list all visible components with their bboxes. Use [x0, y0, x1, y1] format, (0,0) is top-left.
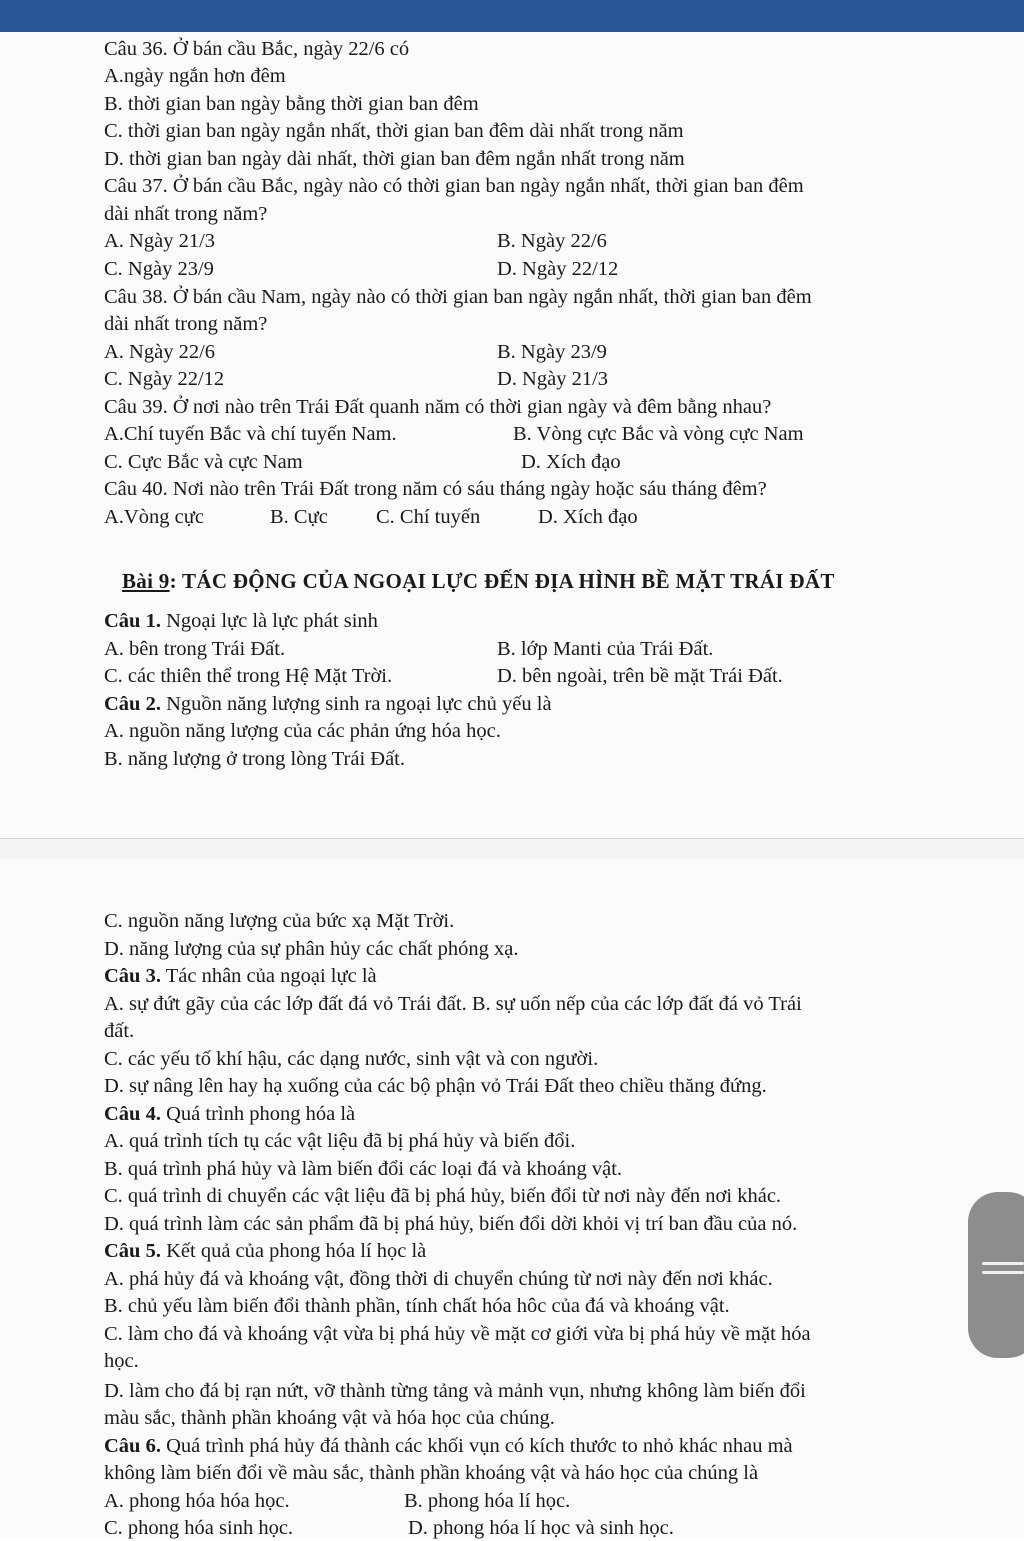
- c5-option-d-line2: màu sắc, thành phần khoáng vật và hóa học của chúng.: [104, 1407, 555, 1429]
- q39-stem: Câu 39. Ở nơi nào trên Trái Đất quanh năm có thời gian ngày và đêm bằng nhau?: [104, 396, 772, 418]
- q40-stem: Câu 40. Nơi nào trên Trái Đất trong năm có sáu tháng ngày hoặc sáu tháng đêm?: [104, 478, 767, 500]
- c2-stem: Câu 2. Nguồn năng lượng sinh ra ngoại lực chủ yếu là: [104, 693, 552, 715]
- q38-option-a: A. Ngày 22/6: [104, 341, 216, 363]
- lesson-title-prefix: Bài 9: [122, 569, 170, 593]
- q37-option-d: D. Ngày 22/12: [497, 258, 619, 280]
- c2-option-b: B. năng lượng ở trong lòng Trái Đất.: [104, 748, 406, 770]
- c3-options-ab-line1: A. sự đứt gãy của các lớp đất đá vỏ Trái đất. B. sự uốn nếp của các lớp đất đá vỏ Trái: [104, 993, 802, 1015]
- q37-option-a: A. Ngày 21/3: [104, 230, 216, 252]
- c1-option-a: A. bên trong Trái Đất.: [104, 638, 286, 660]
- q37-stem-line2: dài nhất trong năm?: [104, 203, 268, 225]
- page-separator: [0, 838, 1024, 860]
- question-number: Câu 5.: [104, 1240, 161, 1262]
- question-number: Câu 3.: [104, 965, 161, 987]
- c6-stem-line2: không làm biến đổi về màu sắc, thành phần khoáng vật và háo học của chúng là: [104, 1462, 759, 1484]
- q38-stem-line2: dài nhất trong năm?: [104, 313, 268, 335]
- scroll-handle[interactable]: [968, 1192, 1024, 1358]
- c3-option-c: C. các yếu tố khí hậu, các dạng nước, sinh vật và con người.: [104, 1048, 599, 1070]
- question-number: Câu 6.: [104, 1435, 161, 1457]
- q39-option-c: C. Cực Bắc và cực Nam: [104, 451, 303, 473]
- q40-option-c: C. Chí tuyến: [376, 506, 481, 528]
- q39-option-d: D. Xích đạo: [521, 451, 621, 473]
- q37-stem-line1: Câu 37. Ở bán cầu Bắc, ngày nào có thời gian ban ngày ngắn nhất, thời gian ban đêm: [104, 175, 804, 197]
- c2-option-c: C. nguồn năng lượng của bức xạ Mặt Trời.: [104, 910, 455, 932]
- c6-stem-line1: Câu 6. Quá trình phá hủy đá thành các khối vụn có kích thước to nhỏ khác nhau mà: [104, 1435, 793, 1457]
- q40-option-a: A.Vòng cực: [104, 506, 204, 528]
- c5-option-d-line1: D. làm cho đá bị rạn nứt, vỡ thành từng tảng và mảnh vụn, nhưng không làm biến đổi: [104, 1380, 806, 1402]
- q36-stem: Câu 36. Ở bán cầu Bắc, ngày 22/6 có: [104, 38, 410, 60]
- c5-stem: Câu 5. Kết quả của phong hóa lí học là: [104, 1240, 427, 1262]
- q39-option-a: A.Chí tuyến Bắc và chí tuyến Nam.: [104, 423, 397, 445]
- q38-option-b: B. Ngày 23/9: [497, 341, 607, 363]
- c5-option-a: A. phá hủy đá và khoáng vật, đồng thời di chuyển chúng từ nơi này đến nơi khác.: [104, 1268, 773, 1290]
- c4-option-b: B. quá trình phá hủy và làm biến đổi các loại đá và khoáng vật.: [104, 1158, 623, 1180]
- c5-option-c-line2: học.: [104, 1350, 139, 1372]
- grip-line-icon: [982, 1262, 1024, 1265]
- c5-option-c-line1: C. làm cho đá và khoáng vật vừa bị phá hủy về mặt cơ giới vừa bị phá hủy về mặt hóa: [104, 1323, 811, 1345]
- q36-option-d: D. thời gian ban ngày dài nhất, thời gian ban đêm ngắn nhất trong năm: [104, 148, 685, 170]
- c6-option-a: A. phong hóa hóa học.: [104, 1490, 290, 1512]
- q36-option-c: C. thời gian ban ngày ngắn nhất, thời gian ban đêm dài nhất trong năm: [104, 120, 684, 142]
- c6-option-d: D. phong hóa lí học và sinh học.: [408, 1517, 674, 1539]
- c1-option-c: C. các thiên thể trong Hệ Mặt Trời.: [104, 665, 393, 687]
- q37-option-b: B. Ngày 22/6: [497, 230, 607, 252]
- q38-stem-line1: Câu 38. Ở bán cầu Nam, ngày nào có thời gian ban ngày ngắn nhất, thời gian ban đêm: [104, 286, 812, 308]
- question-number: Câu 1.: [104, 610, 161, 632]
- q40-option-b: B. Cực: [270, 506, 328, 528]
- c5-option-b: B. chủ yếu làm biến đổi thành phần, tính chất hóa hôc của đá và khoáng vật.: [104, 1295, 730, 1317]
- c6-option-c: C. phong hóa sinh học.: [104, 1517, 294, 1539]
- grip-line-icon: [982, 1271, 1024, 1274]
- lesson-title: [122, 568, 835, 594]
- c1-stem-text: Câu 1. Ngoại lực là lực phát sinh: [104, 610, 378, 632]
- c2-option-d: D. năng lượng của sự phân hủy các chất phóng xạ.: [104, 938, 519, 960]
- q36-option-b: B. thời gian ban ngày bằng thời gian ban đêm: [104, 93, 479, 115]
- c1-stem: [104, 608, 378, 634]
- q38-option-c: C. Ngày 22/12: [104, 368, 225, 390]
- lesson-title-rest: : TÁC ĐỘNG CỦA NGOẠI LỰC ĐẾN ĐỊA HÌNH BỀ MẶT TRÁI ĐẤT: [169, 569, 835, 593]
- question-number: Câu 4.: [104, 1103, 161, 1125]
- c4-option-a: A. quá trình tích tụ các vật liệu đã bị phá hủy và biến đổi.: [104, 1130, 576, 1152]
- question-number: Câu 2.: [104, 693, 161, 715]
- top-bar: [0, 0, 1024, 32]
- q37-option-c: C. Ngày 23/9: [104, 258, 214, 280]
- c4-stem: Câu 4. Quá trình phong hóa là: [104, 1103, 356, 1125]
- c1-option-b: B. lớp Manti của Trái Đất.: [497, 638, 714, 660]
- c3-stem: Câu 3. Tác nhân của ngoại lực là: [104, 965, 377, 987]
- c4-option-c: C. quá trình di chuyển các vật liệu đã bị phá hủy, biến đổi từ nơi này đến nơi khác.: [104, 1185, 782, 1207]
- q40-option-d: D. Xích đạo: [538, 506, 638, 528]
- q39-option-b: B. Vòng cực Bắc và vòng cực Nam: [513, 423, 804, 445]
- q36-option-a: A.ngày ngắn hơn đêm: [104, 65, 286, 87]
- c3-option-d: D. sự nâng lên hay hạ xuống của các bộ phận vỏ Trái Đất theo chiều thăng đứng.: [104, 1075, 767, 1097]
- c6-option-b: B. phong hóa lí học.: [404, 1490, 571, 1512]
- c2-option-a: A. nguồn năng lượng của các phản ứng hóa học.: [104, 720, 501, 742]
- c1-option-d: D. bên ngoài, trên bề mặt Trái Đất.: [497, 665, 783, 687]
- q38-option-d: D. Ngày 21/3: [497, 368, 609, 390]
- c4-option-d: D. quá trình làm các sản phẩm đã bị phá hủy, biến đổi dời khỏi vị trí ban đầu của nó.: [104, 1213, 798, 1235]
- c3-options-ab-line2: đất.: [104, 1020, 135, 1042]
